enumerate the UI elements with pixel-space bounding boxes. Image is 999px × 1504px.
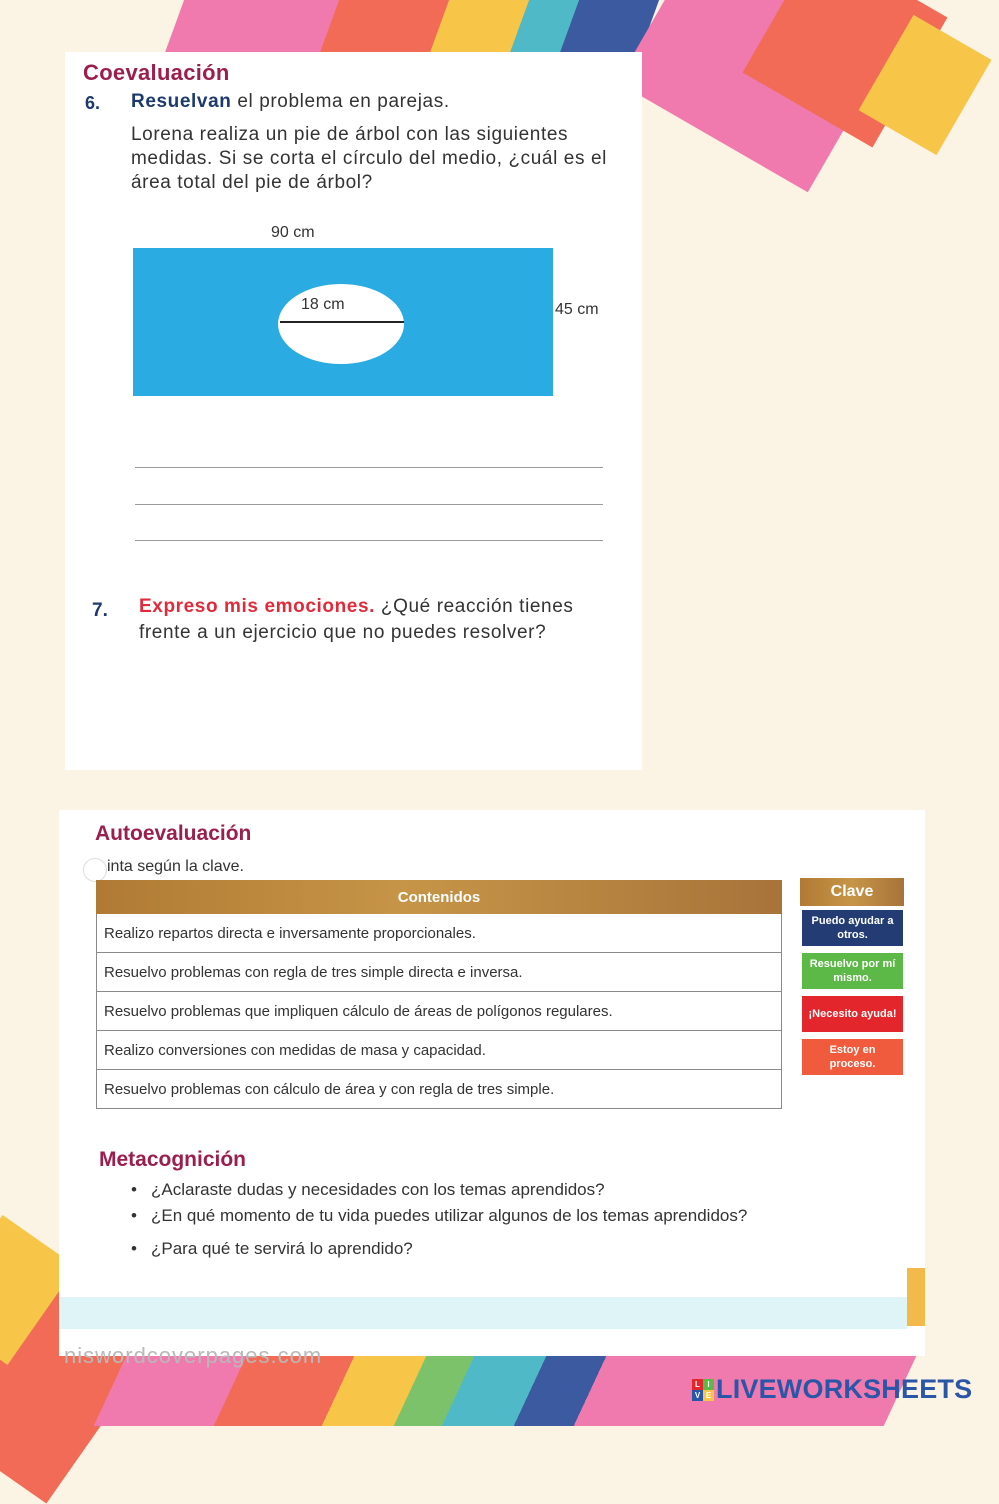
liveworksheets-logo[interactable] [692,1374,972,1405]
question-6-instruction-bold: Resuelvan [131,91,232,112]
clave-item-necesito-ayuda[interactable]: ¡Necesito ayuda! [802,996,903,1032]
question-7-title: Expreso mis emociones. [139,596,376,617]
metacognicion-bullet-text: ¿En qué momento de tu vida puedes utilizar algunos de los temas aprendidos? [151,1206,748,1225]
clave-item-resuelvo-solo[interactable]: Resuelvo por mí mismo. [802,953,903,989]
metacognicion-bullet [131,1206,747,1226]
coevaluacion-card [65,52,642,770]
paint-circle-icon [83,858,107,882]
logo-letter: V [692,1390,703,1401]
question-6-instruction [131,91,450,113]
contenidos-table-header: Contenidos [96,880,782,914]
liveworksheets-brand: LIVEWORKSHEETS [716,1374,973,1404]
question-7-question: ¿Qué reacción tienes frente a un ejercicio que no puedes resolver? [139,596,574,643]
question-6-problem-text: Lorena realiza un pie de árbol con las siguientes medidas. Si se corta el círculo del medio, ¿cuál es el área total del pie de árbol? [131,124,607,193]
metacognicion-bullet-text: ¿Aclaraste dudas y necesidades con los temas aprendidos? [151,1180,605,1199]
bottom-band [59,1297,907,1329]
coevaluacion-title: Coevaluación [83,60,230,85]
question-7-number: 7. [92,600,108,621]
footer-watermark-text: niswordcoverpages.com [64,1343,323,1368]
metacognicion-bullet [131,1180,605,1200]
tree-base-figure [133,248,553,396]
figure-width-label: 90 cm [271,224,315,241]
logo-letter: L [692,1379,703,1390]
table-row[interactable]: Realizo repartos directa e inversamente proporcionales. [96,914,782,953]
logo-letter: I [703,1379,714,1390]
bullet-dot-icon: • [131,1206,137,1225]
answer-line[interactable] [135,504,603,505]
side-tab [907,1268,925,1326]
table-row[interactable]: Resuelvo problemas con regla de tres simple directa e inversa. [96,953,782,992]
figure-circle-label: 18 cm [301,296,345,313]
figure-circle-diameter [280,321,404,323]
question-6-instruction-rest: el problema en parejas. [231,91,450,112]
metacognicion-title: Metacognición [99,1148,247,1171]
autoevaluacion-card [59,810,925,1356]
autoevaluacion-title: Autoevaluación [95,822,252,845]
logo-letter: E [703,1390,714,1401]
bullet-dot-icon: • [131,1180,137,1199]
question-6-number: 6. [85,93,101,113]
metacognicion-bullet [131,1239,413,1259]
metacognicion-bullet-text: ¿Para qué te servirá lo aprendido? [151,1239,413,1258]
question-7-text [139,594,609,646]
table-row[interactable]: Resuelvo problemas que impliquen cálculo de áreas de polígonos regulares. [96,992,782,1031]
clave-header: Clave [800,878,904,906]
autoevaluacion-subtitle: inta según la clave. [107,858,244,875]
table-row[interactable]: Realizo conversiones con medidas de masa y capacidad. [96,1031,782,1070]
clave-item-puedo-ayudar[interactable]: Puedo ayudar a otros. [802,910,903,946]
clave-item-en-proceso[interactable]: Estoy en proceso. [802,1039,903,1075]
liveworksheets-icon [692,1379,714,1401]
clave-legend [800,878,904,1070]
table-row[interactable]: Resuelvo problemas con cálculo de área y con regla de tres simple. [96,1070,782,1109]
bullet-dot-icon: • [131,1239,137,1258]
answer-line[interactable] [135,540,603,541]
figure-height-label: 45 cm [555,301,599,318]
contenidos-table [96,880,782,1109]
answer-line[interactable] [135,467,603,468]
